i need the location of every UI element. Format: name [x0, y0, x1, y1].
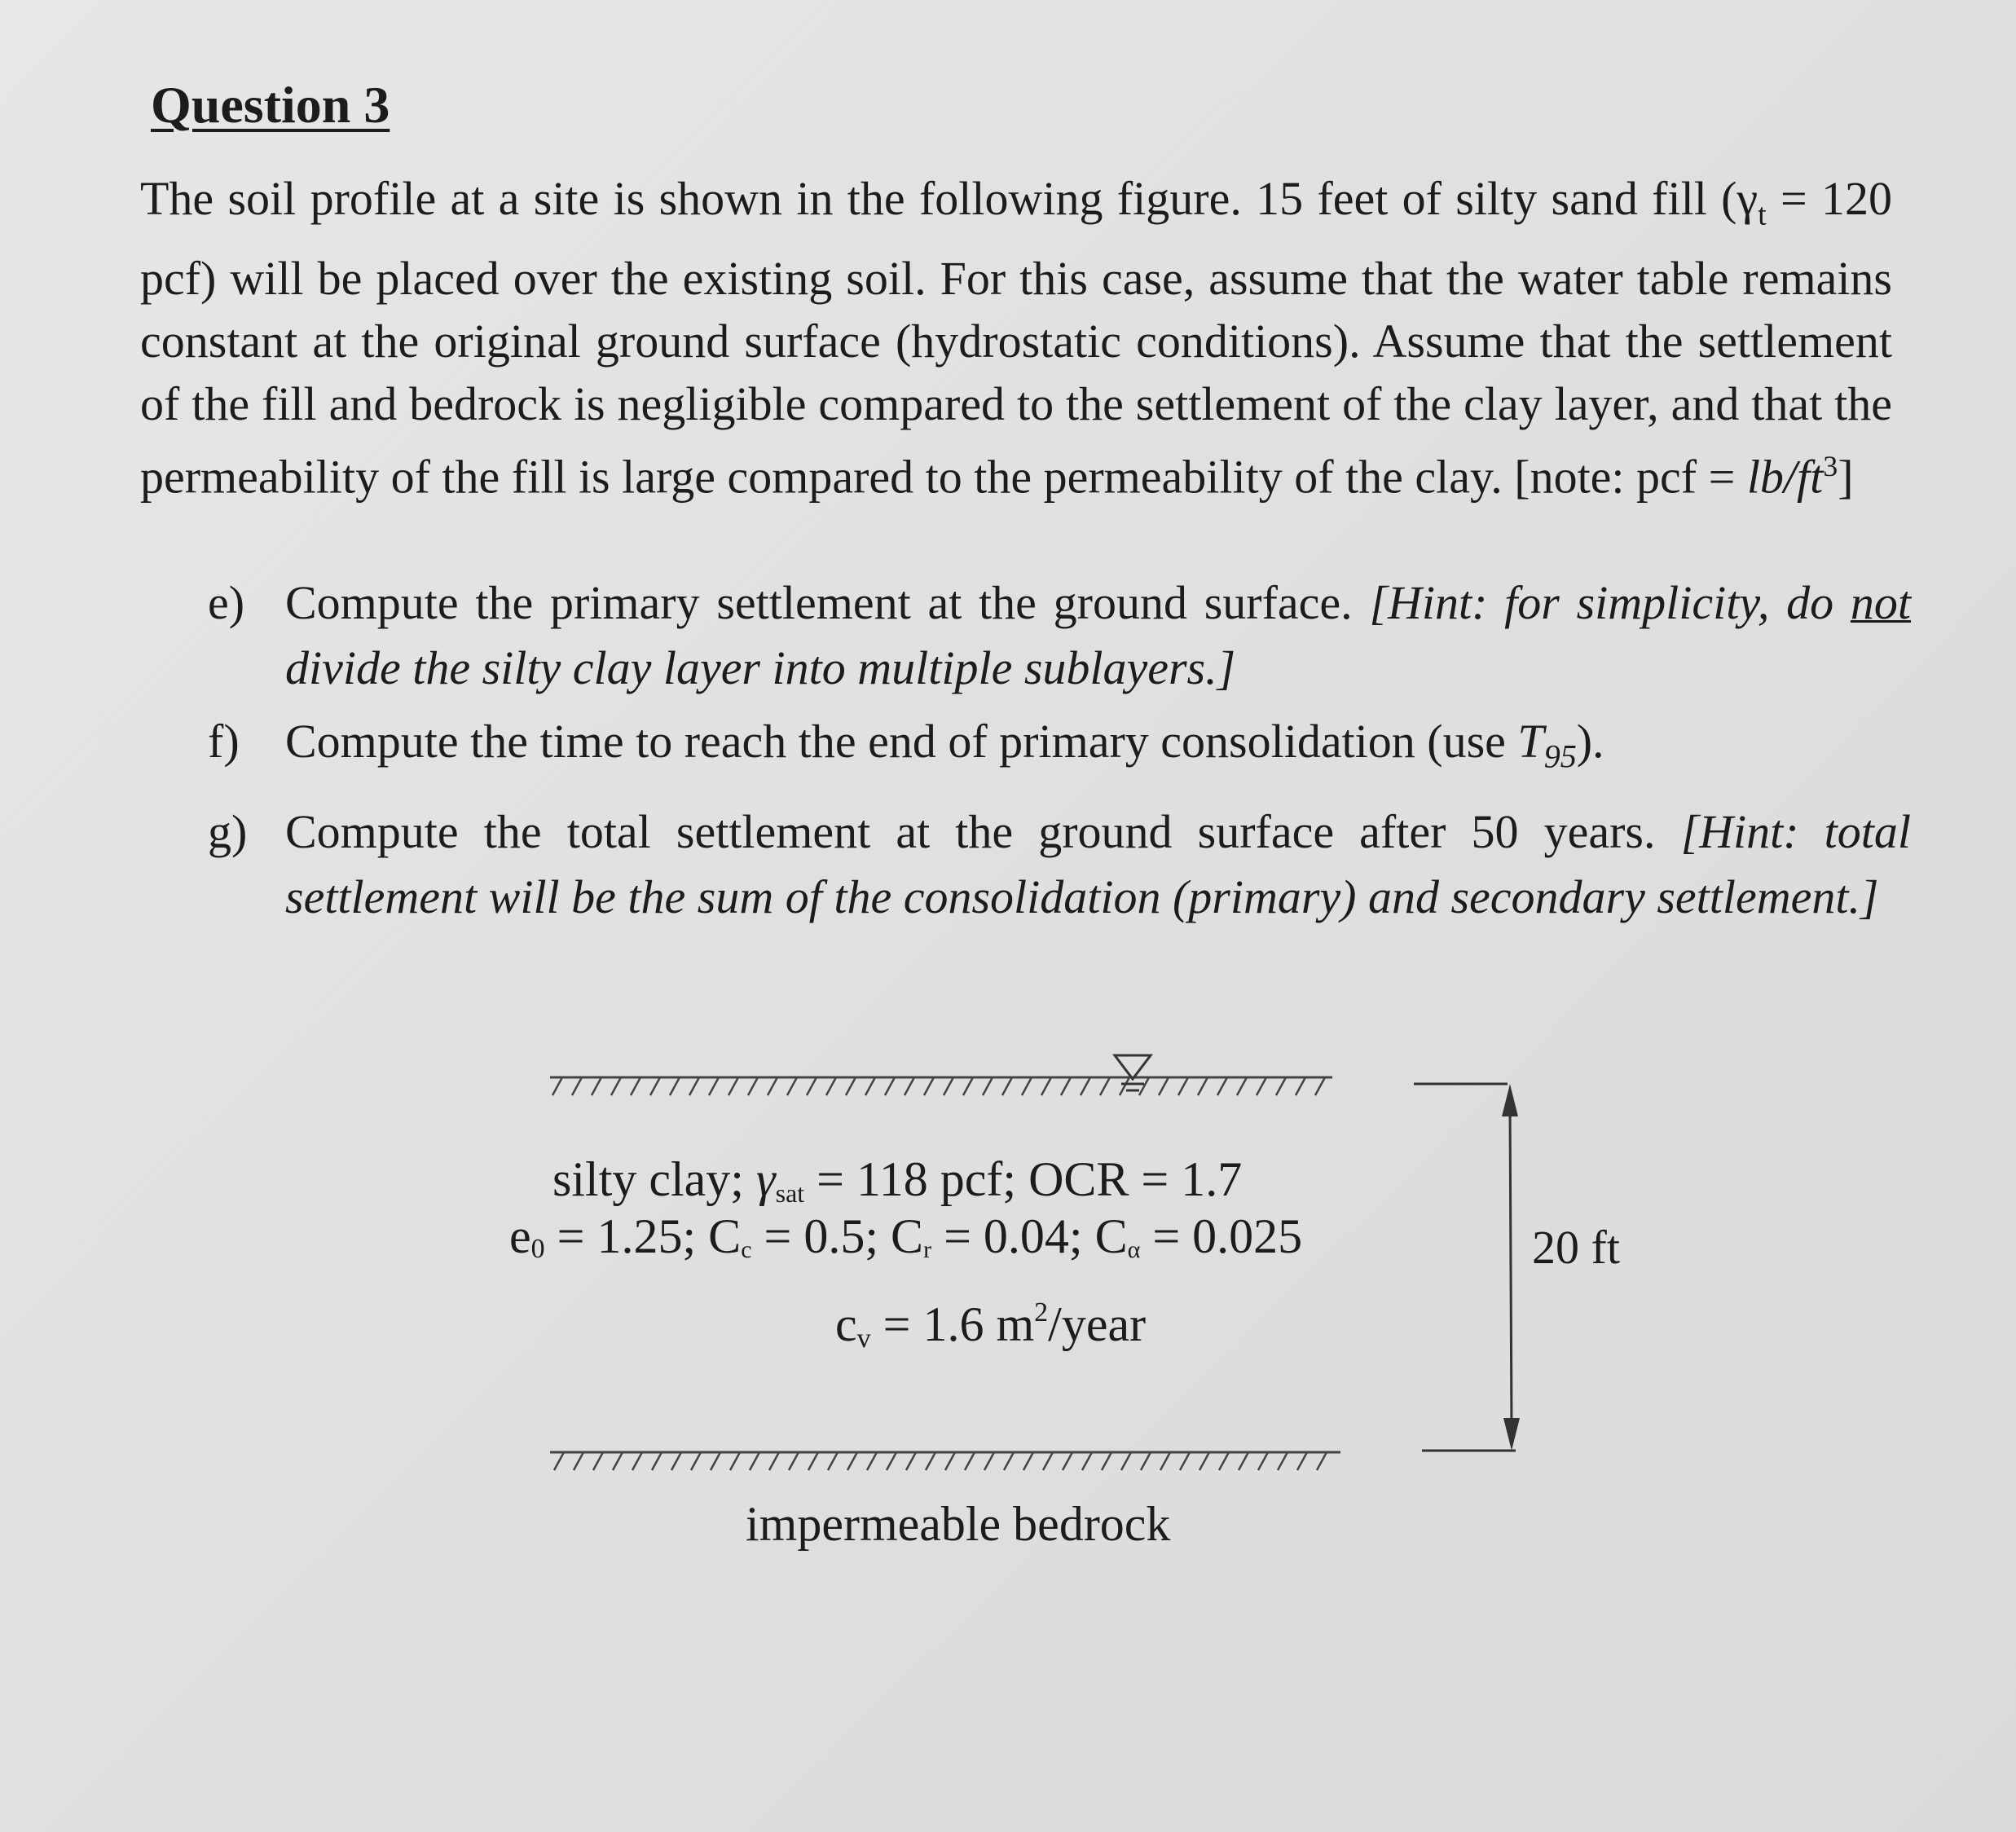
hatch-tick: [1317, 1452, 1327, 1470]
hatch-tick: [652, 1452, 662, 1470]
cc-subscript: c: [741, 1236, 752, 1263]
hatch-tick: [728, 1077, 738, 1095]
e0-symbol: e: [509, 1209, 531, 1263]
hatch-tick: [1139, 1077, 1149, 1095]
clay-properties-line-1: [552, 1152, 1242, 1208]
intro-text-2: = 120 pcf) will be placed over the existing soil. For this case, assume that the water table remains constant at the original ground surface (hydrostatic conditions). Assume that the settlement of the fill and bedrock is negligible compared to the settlement of the clay layer, and that the permeability of the fill is large compared to the permeability of the clay. [note: pcf =: [140, 172, 1892, 503]
unit-weight-ocr: = 118 pcf; OCR = 1.7: [804, 1152, 1243, 1206]
hatch-tick: [750, 1452, 759, 1470]
hatch-tick: [887, 1452, 896, 1470]
cr-subscript: r: [923, 1236, 932, 1263]
hatch-tick: [1082, 1452, 1092, 1470]
cv-value: = 1.6 m: [870, 1297, 1035, 1351]
ca-symbol: C: [1094, 1209, 1128, 1263]
hatch-tick: [1296, 1077, 1305, 1095]
hatch-tick: [1258, 1452, 1268, 1470]
arrow-down-icon: [1503, 1418, 1520, 1451]
hatch-tick: [650, 1077, 660, 1095]
hatch-tick: [926, 1452, 935, 1470]
unit-lb-ft: lb/ft: [1746, 449, 1824, 503]
clay-properties-line-3: [835, 1297, 1146, 1354]
hatch-tick: [670, 1077, 680, 1095]
hatch-tick: [1257, 1077, 1266, 1095]
part-e-hint-underlined: not: [1850, 576, 1912, 629]
unit-exponent: 3: [1823, 449, 1838, 482]
hatch-tick: [944, 1077, 953, 1095]
hatch-tick: [828, 1452, 838, 1470]
hatch-tick: [1160, 1452, 1170, 1470]
hatch-tick: [1043, 1452, 1053, 1470]
hatch-tick: [1141, 1452, 1151, 1470]
cv-superscript: 2: [1034, 1297, 1049, 1328]
thickness-label: 20 ft: [1532, 1221, 1620, 1274]
hatch-tick: [924, 1077, 934, 1095]
clay-properties-line-2: [509, 1209, 1302, 1264]
part-g-hint: [Hint: total settlement will be the sum of the consolidation (primary) and secondary settlement.]: [285, 804, 1911, 923]
arrow-up-icon: [1502, 1084, 1518, 1116]
hatch-tick: [808, 1452, 818, 1470]
hatch-tick: [1100, 1077, 1110, 1095]
hatch-tick: [1278, 1452, 1288, 1470]
hatch-tick: [1219, 1452, 1229, 1470]
hatch-tick: [554, 1452, 564, 1470]
hatch-tick: [1237, 1077, 1247, 1095]
t95-subscript: 95: [1543, 738, 1577, 775]
hatch-tick: [1004, 1452, 1014, 1470]
hatch-tick: [963, 1077, 973, 1095]
part-e-hint-a: [Hint: for simplicity, do: [1369, 576, 1851, 629]
dimension-line: [1510, 1104, 1512, 1430]
hatch-tick: [671, 1452, 681, 1470]
bedrock-hatching: [554, 1452, 1327, 1470]
e0-subscript: 0: [530, 1234, 545, 1264]
hatch-tick: [552, 1077, 562, 1095]
hatch-tick: [572, 1077, 582, 1095]
cc-symbol: C: [708, 1209, 742, 1263]
part-marker: e): [208, 576, 245, 629]
hatch-tick: [1199, 1452, 1209, 1470]
part-f-end: ).: [1576, 715, 1604, 768]
part-marker: g): [208, 804, 248, 858]
hatch-tick: [632, 1452, 642, 1470]
gamma-sat-symbol: γ: [755, 1152, 776, 1206]
hatch-tick: [905, 1077, 914, 1095]
hatch-tick: [730, 1452, 740, 1470]
hatch-tick: [593, 1452, 603, 1470]
hatch-tick: [1120, 1077, 1129, 1095]
hatch-tick: [748, 1077, 758, 1095]
hatch-tick: [867, 1452, 877, 1470]
hatch-tick: [906, 1452, 916, 1470]
hatch-tick: [613, 1452, 623, 1470]
cv-subscript: v: [856, 1323, 871, 1354]
cr-value: = 0.04;: [931, 1209, 1095, 1263]
hatch-tick: [768, 1077, 777, 1095]
cr-symbol: C: [891, 1209, 924, 1263]
hatch-tick: [1081, 1077, 1090, 1095]
hatch-tick: [691, 1452, 701, 1470]
part-e-task: Compute the primary settlement at the ground surface.: [285, 576, 1370, 629]
hatch-tick: [631, 1077, 640, 1095]
hatch-tick: [865, 1077, 875, 1095]
hatch-tick: [592, 1077, 601, 1095]
hatch-tick: [1023, 1452, 1033, 1470]
hatch-tick: [885, 1077, 895, 1095]
hatch-tick: [1276, 1077, 1286, 1095]
hatch-tick: [711, 1452, 720, 1470]
cv-unit: /year: [1048, 1297, 1147, 1351]
hatch-tick: [826, 1077, 836, 1095]
hatch-tick: [846, 1077, 856, 1095]
ca-subscript: α: [1127, 1236, 1141, 1263]
hatch-tick: [965, 1452, 975, 1470]
clay-name: silty clay;: [552, 1152, 756, 1206]
question-title: Question 3: [151, 76, 390, 134]
t95-symbol: T: [1517, 715, 1544, 768]
hatch-tick: [1198, 1077, 1208, 1095]
hatch-tick: [984, 1452, 994, 1470]
cv-symbol: c: [835, 1297, 857, 1351]
hatch-tick: [574, 1452, 583, 1470]
hatch-tick: [1061, 1077, 1071, 1095]
hatch-tick: [1178, 1077, 1188, 1095]
hatch-tick: [787, 1077, 797, 1095]
hatch-tick: [983, 1077, 993, 1095]
hatch-tick: [807, 1077, 817, 1095]
hatch-tick: [1063, 1452, 1072, 1470]
ground-hatching: [552, 1077, 1325, 1095]
hatch-tick: [1239, 1452, 1248, 1470]
cc-value: = 0.5;: [751, 1209, 891, 1263]
gamma-sat-subscript: sat: [775, 1178, 805, 1208]
hatch-tick: [1002, 1077, 1012, 1095]
e0-value: = 1.25;: [544, 1209, 709, 1263]
hatch-tick: [1041, 1077, 1051, 1095]
hatch-tick: [1022, 1077, 1032, 1095]
gamma-subscript: t: [1758, 197, 1767, 232]
hatch-tick: [611, 1077, 621, 1095]
hatch-tick: [709, 1077, 719, 1095]
hatch-tick: [1121, 1452, 1131, 1470]
hatch-tick: [1217, 1077, 1227, 1095]
bedrock-label: impermeable bedrock: [746, 1497, 1171, 1551]
intro-text-1: The soil profile at a site is shown in the following figure. 15 feet of silty sand fill (: [140, 172, 1737, 225]
gamma-symbol: γ: [1736, 172, 1758, 225]
part-g-task: Compute the total settlement at the ground surface after 50 years.: [285, 804, 1681, 858]
hatch-tick: [1297, 1452, 1307, 1470]
hatch-tick: [789, 1452, 799, 1470]
hatch-tick: [769, 1452, 779, 1470]
hatch-tick: [1159, 1077, 1169, 1095]
ca-value: = 0.025: [1140, 1209, 1303, 1263]
hatch-tick: [1315, 1077, 1325, 1095]
hatch-tick: [689, 1077, 699, 1095]
hatch-tick: [1102, 1452, 1111, 1470]
part-f-task: Compute the time to reach the end of primary consolidation (use: [285, 715, 1518, 768]
part-e-hint-b: divide the silty clay layer into multiple sublayers.]: [285, 641, 1236, 694]
part-marker: f): [208, 715, 240, 768]
hatch-tick: [1180, 1452, 1190, 1470]
hatch-tick: [847, 1452, 857, 1470]
hatch-tick: [945, 1452, 955, 1470]
intro-text-3: ]: [1838, 449, 1854, 503]
